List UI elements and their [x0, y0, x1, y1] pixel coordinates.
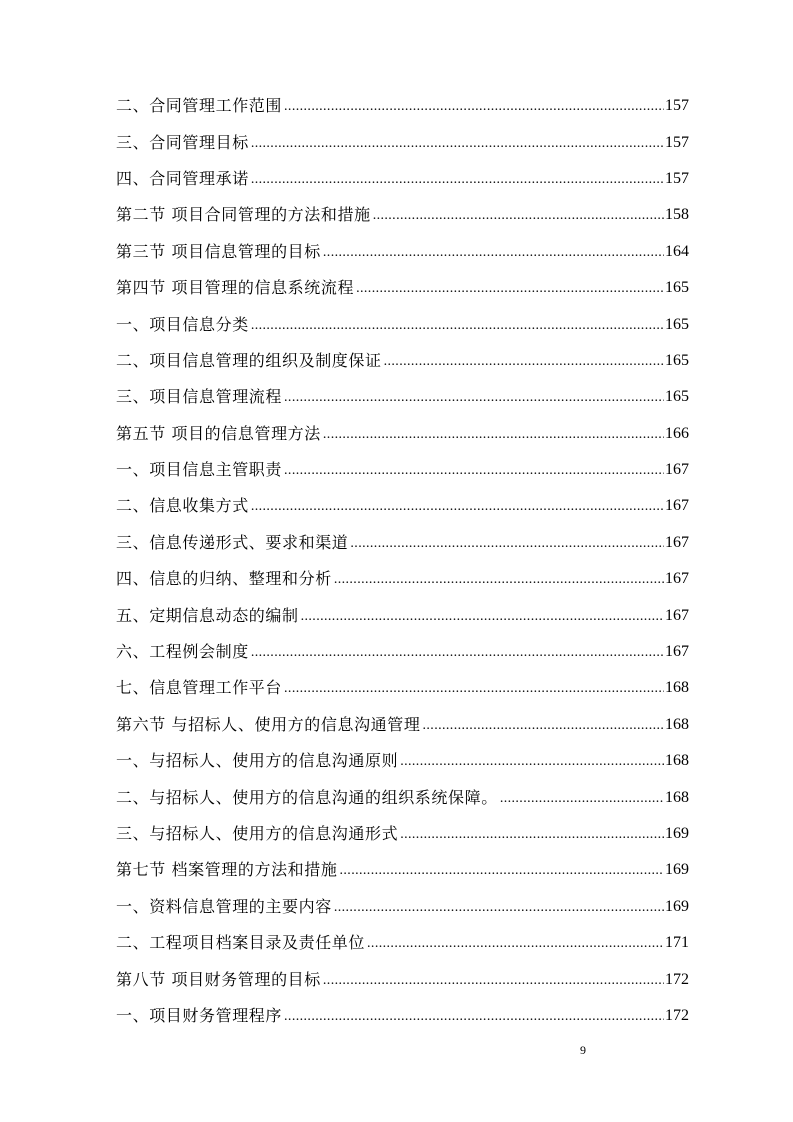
- toc-entry[interactable]: [116, 597, 689, 633]
- toc-dot-leader: [284, 394, 664, 408]
- toc-entry-title: 一、与招标人、使用方的信息沟通原则: [116, 751, 399, 771]
- toc-dot-leader: [423, 722, 665, 736]
- toc-entry-title: 二、工程项目档案目录及责任单位: [116, 933, 366, 953]
- toc-entry-page: 167: [665, 497, 689, 515]
- toc-entry-title: 一、项目信息分类: [116, 314, 249, 334]
- toc-entry-page: 172: [665, 970, 689, 988]
- toc-entry-page: 164: [665, 242, 689, 260]
- toc-entry-title: 第五节 项目的信息管理方法: [116, 423, 321, 443]
- toc-entry[interactable]: [116, 925, 689, 961]
- toc-entry[interactable]: [116, 670, 689, 706]
- toc-entry[interactable]: [116, 124, 689, 160]
- toc-entry-title: 三、合同管理目标: [116, 132, 249, 152]
- toc-entry-title: 一、项目财务管理程序: [116, 1005, 283, 1025]
- toc-entry-page: 169: [665, 825, 689, 842]
- toc-entry[interactable]: [116, 707, 689, 743]
- toc-dot-leader: [334, 904, 664, 918]
- toc-entry-title: 第二节 项目合同管理的方法和措施: [116, 205, 371, 225]
- toc-dot-leader: [251, 176, 664, 190]
- toc-dot-leader: [340, 867, 665, 881]
- toc-entry-page: 165: [665, 315, 689, 333]
- toc-entry-title: 四、合同管理承诺: [116, 168, 249, 188]
- toc-dot-leader: [284, 467, 664, 481]
- toc-entry[interactable]: [116, 743, 689, 779]
- toc-entry-title: 一、资料信息管理的主要内容: [116, 896, 332, 916]
- toc-entry-title: 第八节 项目财务管理的目标: [116, 969, 321, 989]
- toc-entry[interactable]: [116, 452, 689, 488]
- toc-entry-page: 165: [665, 351, 689, 369]
- toc-dot-leader: [500, 795, 664, 809]
- toc-entry-page: 167: [665, 643, 689, 661]
- toc-entry-title: 二、合同管理工作范围: [116, 96, 283, 116]
- toc-dot-leader: [400, 831, 664, 845]
- toc-dot-leader: [350, 540, 664, 554]
- toc-entry[interactable]: [116, 998, 689, 1034]
- toc-entry[interactable]: [116, 889, 689, 925]
- toc-entry-title: 第三节 项目信息管理的目标: [116, 241, 321, 261]
- toc-entry[interactable]: [116, 270, 689, 306]
- toc-dot-leader: [400, 758, 664, 772]
- toc-entry[interactable]: [116, 234, 689, 270]
- toc-entry[interactable]: [116, 852, 689, 888]
- toc-entry-page: 168: [665, 788, 689, 806]
- toc-dot-leader: [323, 249, 664, 263]
- toc-entry[interactable]: [116, 161, 689, 197]
- page-number: 9: [580, 1043, 586, 1057]
- toc-entry-page: 169: [665, 861, 689, 879]
- toc-dot-leader: [367, 940, 664, 954]
- toc-entry[interactable]: [116, 197, 689, 233]
- toc-dot-leader: [284, 1013, 664, 1027]
- toc-entry[interactable]: [116, 416, 689, 452]
- toc-entry-page: 157: [665, 97, 689, 115]
- toc-entry-page: 167: [665, 461, 689, 479]
- toc-dot-leader: [284, 685, 664, 699]
- toc-entry-page: 157: [665, 133, 689, 151]
- toc-dot-leader: [251, 140, 664, 154]
- toc-entry-title: 一、项目信息主管职责: [116, 460, 283, 480]
- toc-entry-title: 第六节 与招标人、使用方的信息沟通管理: [116, 714, 421, 734]
- toc-entry-page: 166: [665, 424, 689, 442]
- table-of-contents: [116, 88, 689, 1034]
- toc-entry-page: 158: [665, 206, 689, 224]
- toc-entry[interactable]: [116, 343, 689, 379]
- toc-entry-title: 二、信息收集方式: [116, 496, 249, 516]
- toc-dot-leader: [251, 322, 664, 336]
- toc-entry-title: 六、工程例会制度: [116, 642, 249, 662]
- toc-dot-leader: [323, 431, 664, 445]
- toc-entry[interactable]: [116, 816, 689, 852]
- toc-entry-title: 第四节 项目管理的信息系统流程: [116, 278, 355, 298]
- toc-entry-title: 四、信息的归纳、整理和分析: [116, 569, 332, 589]
- toc-dot-leader: [373, 212, 664, 226]
- toc-entry-page: 167: [665, 570, 689, 588]
- toc-entry-page: 171: [665, 934, 689, 952]
- toc-entry[interactable]: [116, 306, 689, 342]
- toc-entry[interactable]: [116, 525, 689, 561]
- toc-entry[interactable]: [116, 779, 689, 815]
- toc-entry-title: 二、项目信息管理的组织及制度保证: [116, 350, 382, 370]
- toc-entry[interactable]: [116, 961, 689, 997]
- toc-entry-page: 168: [665, 752, 689, 770]
- toc-dot-leader: [284, 103, 664, 117]
- toc-entry-page: 165: [665, 388, 689, 406]
- toc-entry-title: 三、与招标人、使用方的信息沟通形式: [116, 824, 399, 843]
- toc-entry-page: 169: [665, 897, 689, 915]
- toc-entry-title: 三、信息传递形式、要求和渠道: [116, 532, 349, 552]
- toc-dot-leader: [301, 613, 664, 627]
- toc-entry-title: 二、与招标人、使用方的信息沟通的组织系统保障。: [116, 787, 498, 807]
- toc-dot-leader: [251, 649, 664, 663]
- toc-entry-page: 172: [665, 1006, 689, 1024]
- toc-entry-page: 157: [665, 169, 689, 187]
- toc-entry[interactable]: [116, 561, 689, 597]
- toc-dot-leader: [251, 503, 664, 517]
- toc-entry-page: 167: [665, 533, 689, 551]
- toc-entry[interactable]: [116, 488, 689, 524]
- toc-entry[interactable]: [116, 379, 689, 415]
- toc-entry-title: 五、定期信息动态的编制: [116, 605, 299, 625]
- toc-entry-page: 168: [665, 715, 689, 733]
- toc-dot-leader: [323, 977, 664, 991]
- toc-entry[interactable]: [116, 88, 689, 124]
- toc-entry-title: 三、项目信息管理流程: [116, 387, 283, 407]
- toc-entry-page: 165: [665, 279, 689, 297]
- toc-entry-title: 七、信息管理工作平台: [116, 678, 283, 698]
- toc-dot-leader: [384, 358, 664, 372]
- toc-dot-leader: [334, 576, 664, 590]
- toc-entry-title: 第七节 档案管理的方法和措施: [116, 860, 338, 880]
- toc-dot-leader: [356, 285, 664, 299]
- toc-entry[interactable]: [116, 634, 689, 670]
- toc-entry-page: 168: [665, 679, 689, 697]
- toc-entry-page: 167: [665, 606, 689, 624]
